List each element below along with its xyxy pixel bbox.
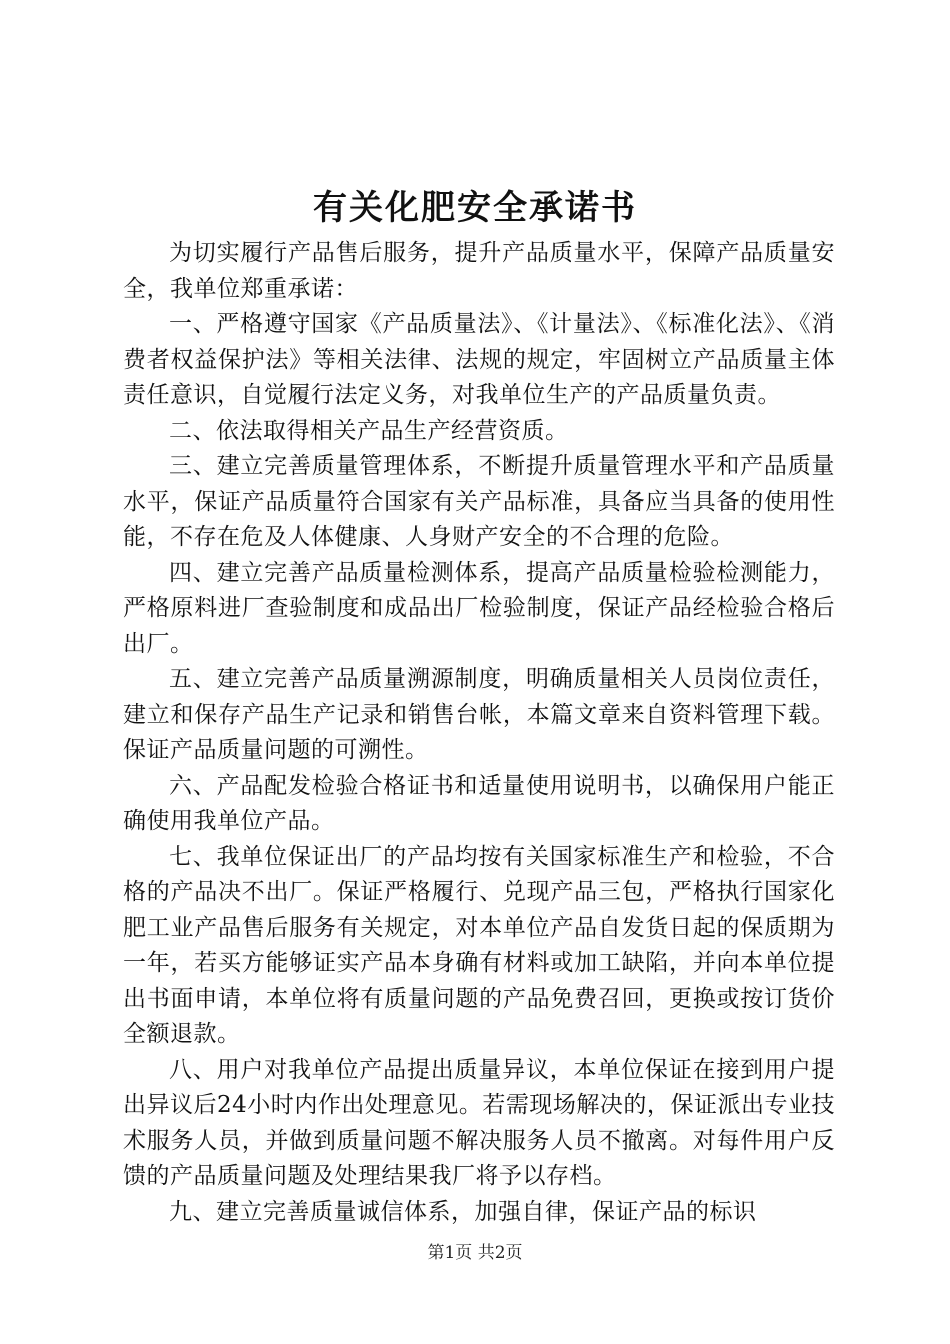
paragraph-item-7: 七、我单位保证出厂的产品均按有关国家标准生产和检验，不合格的产品决不出厂。保证严格履行、兑现产品三包，严格执行国家化肥工业产品售后服务有关规定，对本单位产品自发货日起的保质期为一年，若买方能够证实产品本身确有材料或加工缺陷，并向本单位提出书面申请，本单位将有质量问题的产品免费召回，更换或按订货价全额退款。	[123, 843, 835, 1047]
document-title: 有关化肥安全承诺书	[313, 188, 637, 228]
paragraph-intro: 为切实履行产品售后服务，提升产品质量水平，保障产品质量安全，我单位郑重承诺：	[123, 240, 835, 302]
page-number-footer: 第1页 共2页	[427, 1243, 523, 1263]
paragraph-item-5: 五、建立完善产品质量溯源制度，明确质量相关人员岗位责任，建立和保存产品生产记录和销售台帐，本篇文章来自资料管理下载。保证产品质量问题的可溯性。	[123, 666, 835, 763]
paragraph-item-3: 三、建立完善质量管理体系，不断提升质量管理水平和产品质量水平，保证产品质量符合国家有关产品标准，具备应当具备的使用性能，不存在危及人体健康、人身财产安全的不合理的危险。	[123, 453, 835, 550]
paragraph-item-2: 二、依法取得相关产品生产经营资质。	[169, 417, 569, 444]
paragraph-item-9: 九、建立完善质量诚信体系，加强自律，保证产品的标识	[169, 1198, 757, 1225]
paragraph-item-1: 一、严格遵守国家《产品质量法》、《计量法》、《标准化法》、《消费者权益保护法》等相关法律、法规的规定，牢固树立产品质量主体责任意识，自觉履行法定义务，对我单位生产的产品质量负责。	[123, 311, 835, 408]
paragraph-item-6: 六、产品配发检验合格证书和适量使用说明书，以确保用户能正确使用我单位产品。	[123, 772, 835, 834]
document-body	[123, 236, 835, 1230]
paragraph-item-8: 八、用户对我单位产品提出质量异议，本单位保证在接到用户提出异议后24小时内作出处理意见。若需现场解决的，保证派出专业技术服务人员，并做到质量问题不解决服务人员不撤离。对每件用户反馈的产品质量问题及处理结果我厂将予以存档。	[123, 1056, 835, 1189]
paragraph-item-4: 四、建立完善产品质量检测体系，提高产品质量检验检测能力，严格原料进厂查验制度和成品出厂检验制度，保证产品经检验合格后出厂。	[123, 559, 835, 657]
